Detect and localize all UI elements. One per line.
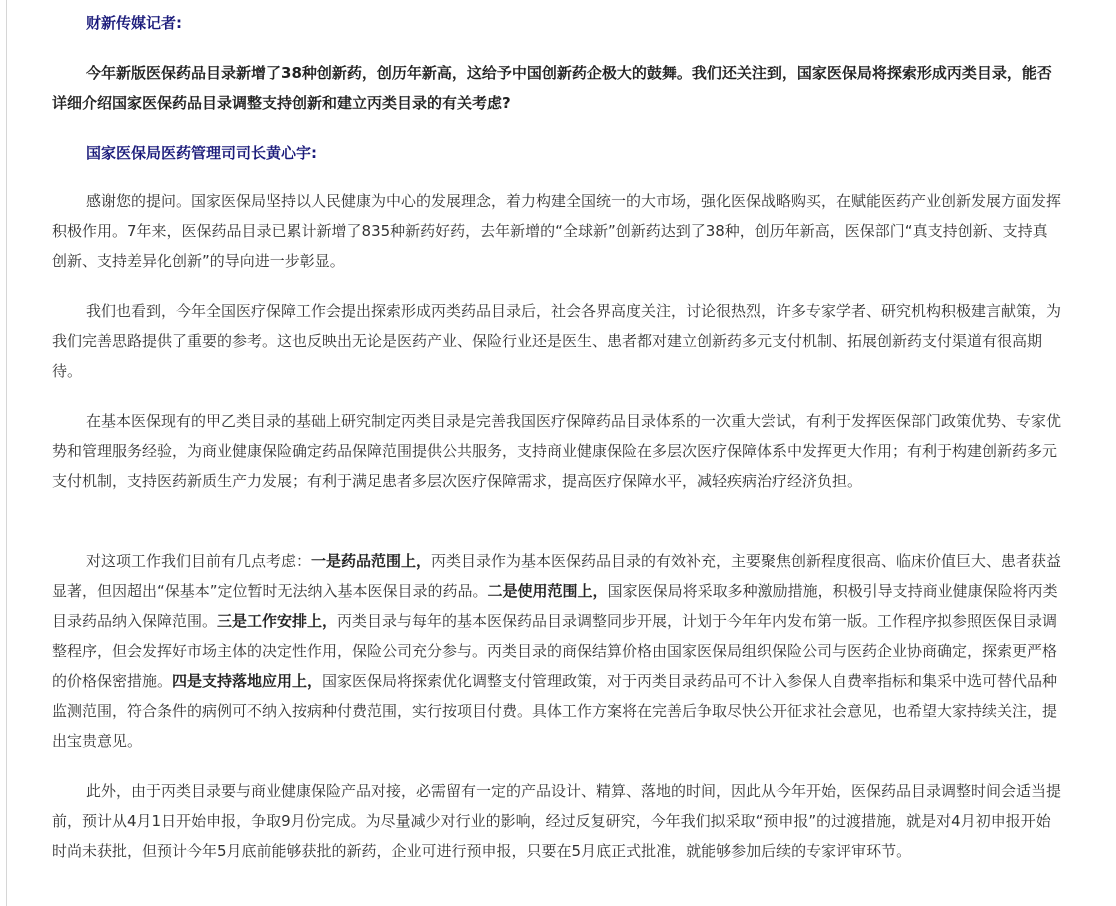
reporter-label: 财新传媒记者: bbox=[86, 14, 182, 32]
point-3-body: 丙类目录与每年的基本医保药品目录调整同步开展，计划于今年年内发布第一版。工作程序拟参照医保目录调整程序，但会发挥好市场主体的决定性作用，保险公司充分参与。丙类目录的商保结算价格由国家医保局组织保险公司与医药企业协商确定，探索更严格的价格保密措施。 bbox=[52, 612, 1058, 690]
page-left-border bbox=[6, 0, 7, 906]
point-1-heading: 一是药品范围上， bbox=[311, 552, 432, 570]
considerations-intro: 对这项工作我们目前有几点考虑： bbox=[86, 552, 312, 570]
official-label: 国家医保局医药管理司司长黄心宇: bbox=[86, 144, 318, 162]
answer-paragraph-3: 在基本医保现有的甲乙类目录的基础上研究制定丙类目录是完善我国医疗保障药品目录体系的一次重大尝试，有利于发挥医保部门政策优势、专家优势和管理服务经验，为商业健康保险确定药品保障范围提供公共服务，支持商业健康保险在多层次医疗保障体系中发挥更大作用；有利于构建创新药多元支付机制，支持医药新质生产力发展；有利于满足患者多层次医疗保障需求，提高医疗保障水平，减轻疾病治疗经济负担。 bbox=[52, 412, 1062, 490]
point-2-body: 国家医保局将采取多种激励措施，积极引导支持商业健康保险将丙类目录药品纳入保障范围。 bbox=[52, 582, 1058, 630]
answer-paragraph-1: 感谢您的提问。国家医保局坚持以人民健康为中心的发展理念，着力构建全国统一的大市场，强化医保战略购买，在赋能医药产业创新发展方面发挥积极作用。7年来，医保药品目录已累计新增了835种新药好药，去年新增的“全球新”创新药达到了38种，创历年新高，医保部门“真支持创新、支持真创新、支持差异化创新”的导向进一步彰显。 bbox=[52, 192, 1062, 270]
answer-paragraph-2: 我们也看到，今年全国医疗保障工作会提出探索形成丙类药品目录后，社会各界高度关注，讨论很热烈，许多专家学者、研究机构积极建言献策，为我们完善思路提供了重要的参考。这也反映出无论是医药产业、保险行业还是医生、患者都对建立创新药多元支付机制、拓展创新药支付渠道有很高期待。 bbox=[52, 302, 1062, 380]
point-3-heading: 三是工作安排上， bbox=[217, 612, 338, 630]
point-4-heading: 四是支持落地应用上， bbox=[172, 672, 323, 690]
question-paragraph: 今年新版医保药品目录新增了38种创新药，创历年新高，这给予中国创新药企极大的鼓舞。我们还关注到，国家医保局将探索形成丙类目录，能否详细介绍国家医保药品目录调整支持创新和建立丙类目录的有关考虑? bbox=[52, 64, 1052, 112]
point-2-heading: 二是使用范围上， bbox=[487, 582, 608, 600]
answer-paragraph-5: 此外，由于丙类目录要与商业健康保险产品对接，必需留有一定的产品设计、精算、落地的时间，因此从今年开始，医保药品目录调整时间会适当提前，预计从4月1日开始申报，争取9月份完成。为尽量减少对行业的影响，经过反复研究，今年我们拟采取“预申报”的过渡措施，就是对4月初申报开始时尚未获批，但预计今年5月底前能够获批的新药，企业可进行预申报，只要在5月底正式批准，就能够参加后续的专家评审环节。 bbox=[52, 782, 1062, 860]
point-4-body: 国家医保局将探索优化调整支付管理政策，对于丙类目录药品可不计入参保人自费率指标和集采中选可替代品种监测范围，符合条件的病例可不纳入按病种付费范围，实行按项目付费。具体工作方案将在完善后争取尽快公开征求社会意见，也希望大家持续关注，提出宝贵意见。 bbox=[52, 672, 1058, 750]
answer-paragraph-4 bbox=[52, 546, 1062, 756]
point-1-body: 丙类目录作为基本医保药品目录的有效补充，主要聚焦创新程度很高、临床价值巨大、患者获益显著，但因超出“保基本”定位暂时无法纳入基本医保目录的药品。 bbox=[52, 552, 1062, 600]
